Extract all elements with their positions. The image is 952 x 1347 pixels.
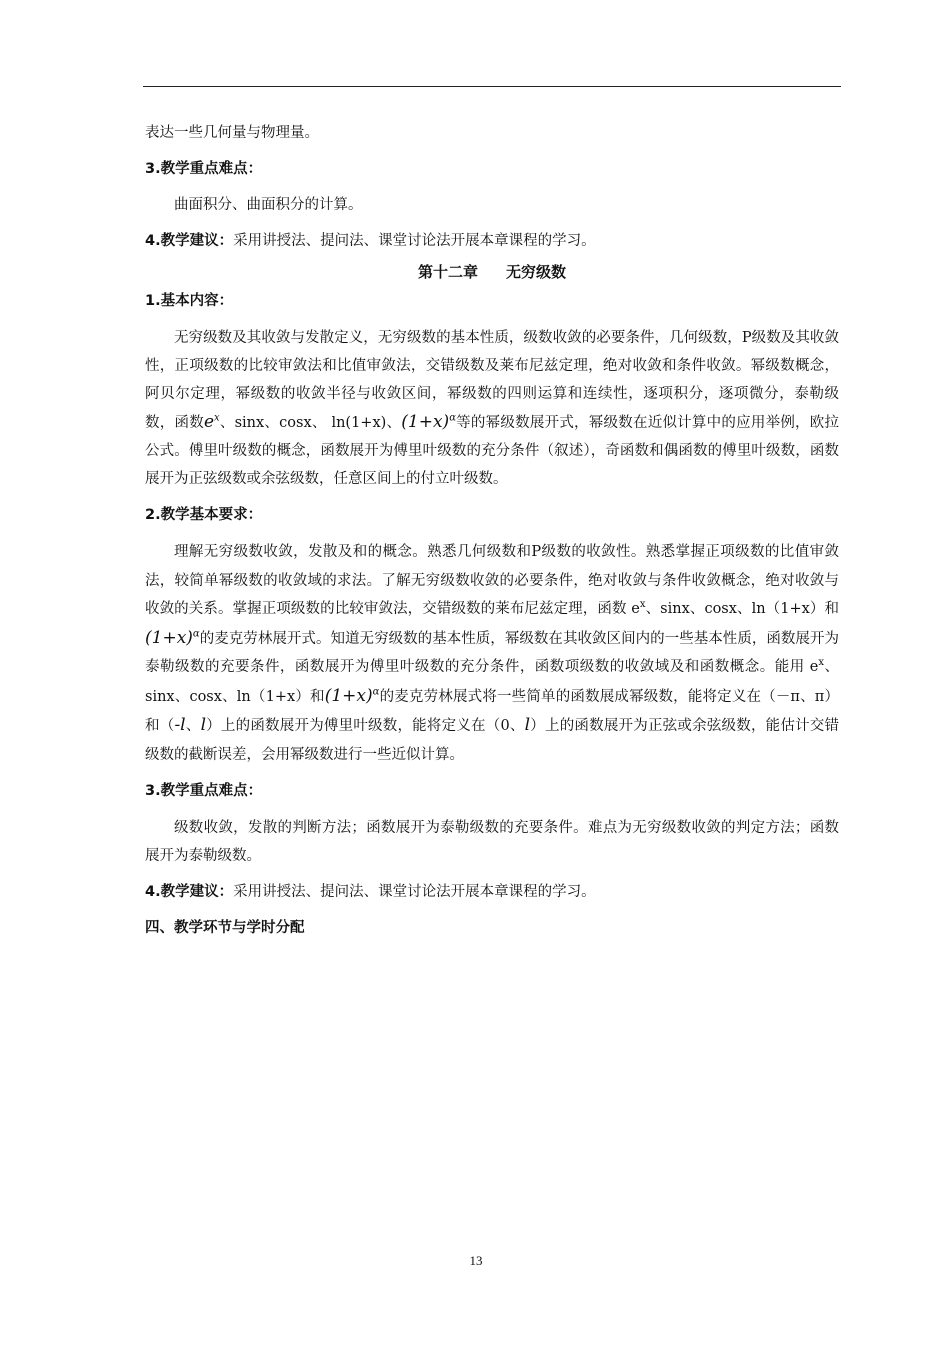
interval-neg-l: -l xyxy=(174,715,186,735)
binom-formula-3: $(1+x)^\alpha$ xyxy=(324,685,380,706)
prev-suggestion xyxy=(145,228,839,255)
binom-formula: $(1+x)^\alpha$ xyxy=(401,412,456,432)
key-points-heading: 3.教学重点难点： xyxy=(145,783,263,799)
header-rule xyxy=(143,86,841,87)
suggestion xyxy=(145,879,839,906)
suggestion-text: 采用讲授法、提问法、课堂讨论法开展本章课程的学习。 xyxy=(233,884,596,900)
basic-content-heading: 1.基本内容： xyxy=(145,293,234,309)
basic-requirements-heading: 2.教学基本要求： xyxy=(145,507,263,523)
basic-content-text: 无穷级数及其收敛与发散定义，无穷级数的基本性质，级数收敛的必要条件，几何级数，P级数及其收敛性，正项级数的比较审敛法和比值审敛法，交错级数及莱布尼兹定理，绝对收敛和条件收敛。幂级数概念，阿贝尔定理，幂级数的收敛半径与收敛区间，幂级数的四则运算和连续性，逐项积分，逐项微分，泰勒级数，函数$e^x$、sinx、cosx、 ln(1+x)、$(1+x)^\alpha$等的幂级数展开式，幂级数在近似计算中的应用举例，欧拉公式。傅里叶级数的概念，函数展开为傅里叶级数的充分条件（叙述），奇函数和偶函数的傅里叶级数，函数展开为正弦级数或余弦级数，任意区间上的付立叶级数。 xyxy=(145,330,840,487)
binom-formula-2: $(1+x)^\alpha$ xyxy=(145,627,200,648)
page-content xyxy=(145,120,839,942)
exp-formula: $e^x$ xyxy=(203,412,220,432)
chapter-name: 无穷级数 xyxy=(506,263,567,281)
suggestion-label: 4.教学建议： xyxy=(145,884,234,900)
prev-key-points-heading: 3.教学重点难点： xyxy=(145,161,263,177)
top-text: 表达一些几何量与物理量。 xyxy=(145,125,319,141)
section4-heading: 四、教学环节与学时分配 xyxy=(145,920,305,936)
chapter-title xyxy=(145,259,839,286)
prev-key-points-text: 曲面积分、曲面积分的计算。 xyxy=(174,197,363,213)
interval-l-2: l xyxy=(524,715,531,735)
prev-suggestion-text: 采用讲授法、提问法、课堂讨论法开展本章课程的学习。 xyxy=(233,233,596,249)
page-number: 13 xyxy=(469,1253,483,1268)
basic-requirements-text: 理解无穷级数收敛，发散及和的概念。熟悉几何级数和P级数的收敛性。熟悉掌握正项级数的比值审敛法，较简单幂级数的收敛域的求法。了解无穷级数收敛的必要条件，绝对收敛与条件收敛概念，绝对收敛与收敛的关系。掌握正项级数的比较审敛法，交错级数的莱布尼兹定理，函数 $e^x$、sinx、cosx、ln（1+x）和$(1+x)^\alpha$的麦克劳林展开式。知道无穷级数的基本性质，幂级数在其收敛区间内的一些基本性质，函数展开为泰勒级数的充要条件，函数展开为傅里叶级数的充分条件，函数项级数的收敛域及和函数概念。能用 $e^x$、sinx、cosx、ln（1+x）和$(1+x)^\alpha$的麦克劳林展式将一些简单的函数展成幂级数，能将定义在（－π、π）和（-l、l）上的函数展开为傅里叶级数，能将定义在（0、l）上的函数展开为正弦或余弦级数，能估计交错级数的截断误差，会用幂级数进行一些近似计算。 xyxy=(145,544,840,763)
key-points-text: 级数收敛，发散的判断方法；函数展开为泰勒级数的充要条件。难点为无穷级数收敛的判定方法；函数展开为泰勒级数。 xyxy=(145,820,839,864)
prev-suggestion-label: 4.教学建议： xyxy=(145,233,234,249)
chapter-number: 第十二章 xyxy=(417,263,478,281)
interval-l: l xyxy=(200,715,206,735)
